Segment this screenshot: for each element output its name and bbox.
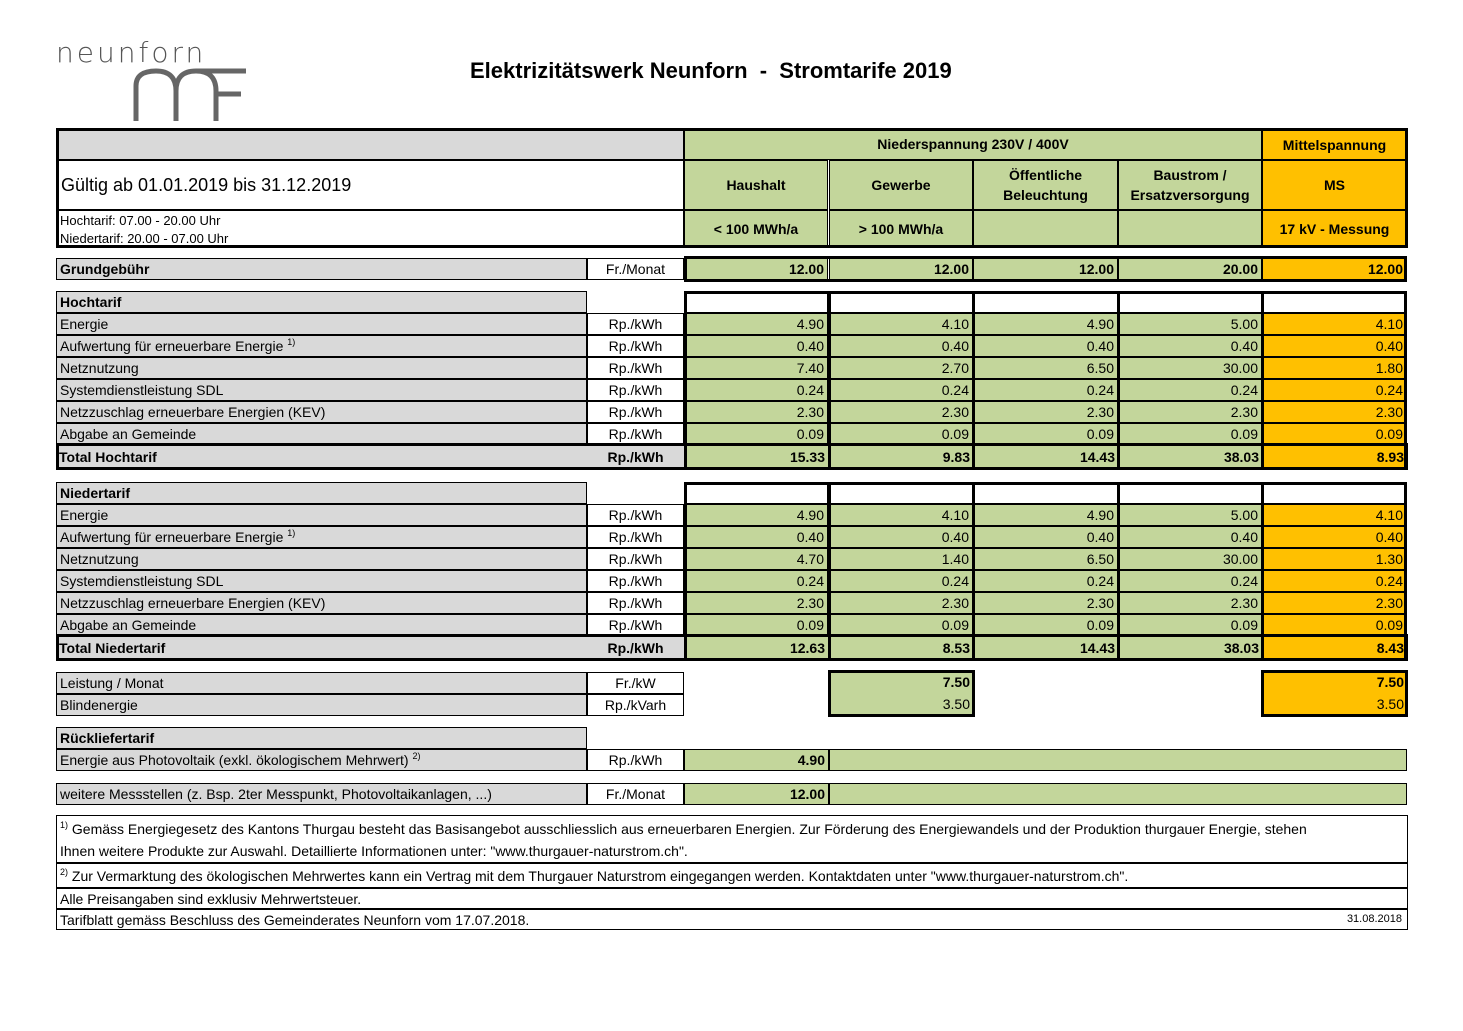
- column-divider: [1261, 482, 1264, 661]
- column-divider: [1117, 482, 1120, 661]
- row-label: Grundgebühr: [56, 258, 587, 280]
- blank-cell: [973, 291, 1118, 313]
- total-value: 9.83: [829, 445, 973, 469]
- column-header-haushalt: Haushalt: [684, 160, 828, 210]
- value-cell: 0.40: [1118, 526, 1262, 548]
- tariff-hours: [56, 210, 684, 248]
- value-cell: 4.90: [684, 504, 828, 526]
- column-divider: [828, 291, 831, 470]
- value-cell: 6.50: [973, 357, 1118, 379]
- row-label: Netzzuschlag erneuerbare Energien (KEV): [56, 401, 587, 423]
- footnote-1: [56, 815, 1408, 863]
- value-cell: 20.00: [1118, 258, 1262, 280]
- blank-cell: [973, 482, 1118, 504]
- blank-cell: [684, 291, 828, 313]
- header-mittelspannung: Mittelspannung: [1262, 128, 1407, 160]
- niedertarif-total-label: Total Niedertarif: [56, 636, 587, 660]
- value-cell: 7.50: [829, 672, 973, 694]
- value-cell: 0.24: [973, 570, 1118, 592]
- column-divider: [828, 482, 831, 661]
- value-cell: 4.10: [1262, 313, 1407, 335]
- footnote-ref: 1): [287, 528, 296, 538]
- value-cell: 0.24: [1262, 570, 1407, 592]
- footnote-2: [56, 863, 1408, 888]
- validity: Gültig ab 01.01.2019 bis 31.12.2019: [56, 160, 684, 210]
- row-unit: Rp./kWh: [587, 614, 684, 636]
- page-title: Elektrizitätswerk Neunforn - Stromtarife 2019: [470, 58, 952, 83]
- total-value: 14.43: [973, 445, 1118, 469]
- value-cell: 0.40: [973, 335, 1118, 357]
- value-cell: 0.09: [829, 423, 973, 445]
- row-unit: Rp./kWh: [587, 335, 684, 357]
- row-label: Systemdienstleistung SDL: [56, 570, 587, 592]
- row-unit: Rp./kWh: [587, 401, 684, 423]
- resolution-note: Tarifblatt gemäss Beschluss des Gemeinderates Neunforn vom 17.07.2018.: [56, 909, 1408, 930]
- value-cell: 12.00: [1262, 258, 1407, 280]
- value-cell: 0.40: [829, 526, 973, 548]
- value-cell: 2.30: [1262, 592, 1407, 614]
- niedertarif-total-unit: Rp./kWh: [587, 636, 684, 660]
- value-cell: 0.24: [829, 570, 973, 592]
- logo: [56, 36, 256, 126]
- column-divider: [1261, 291, 1264, 470]
- column-sub-1: > 100 MWh/a: [829, 210, 973, 248]
- row-label: Aufwertung für erneuerbare Energie $^{1)}$: [56, 335, 587, 357]
- column-sub-3: [1118, 210, 1262, 248]
- row-label: Energie: [56, 504, 587, 526]
- row-label: Netzzuschlag erneuerbare Energien (KEV): [56, 592, 587, 614]
- value-cell: 1.30: [1262, 548, 1407, 570]
- messstellen-label: weitere Messstellen (z. Bsp. 2ter Messpunkt, Photovoltaikanlagen, ...): [56, 783, 587, 805]
- value-cell: 2.30: [973, 592, 1118, 614]
- total-value: 12.63: [684, 636, 828, 660]
- value-cell: 3.50: [829, 694, 973, 716]
- value-cell: 3.50: [1262, 694, 1407, 716]
- value-cell: 2.30: [829, 401, 973, 423]
- row-label: Abgabe an Gemeinde: [56, 423, 587, 445]
- column-header-baustrom: Baustrom / Ersatzversorgung: [1118, 160, 1262, 210]
- footnote-2-text: Zur Vermarktung des ökologischen Mehrwertes kann ein Vertrag mit dem Thurgauer Naturstrom eingegangen werden. Kontaktdaten unter "www.thurgauer-naturstrom.ch".: [68, 868, 1129, 884]
- value-cell: 0.24: [1118, 570, 1262, 592]
- row-unit: Fr./Monat: [587, 258, 684, 280]
- value-cell: 12.00: [973, 258, 1118, 280]
- vat-note: Alle Preisangaben sind exklusiv Mehrwertsteuer.: [56, 888, 1408, 909]
- header-blank: [56, 128, 684, 160]
- blank-cell: [1118, 482, 1262, 504]
- hochtarif-total-unit: Rp./kWh: [587, 445, 684, 469]
- value-cell: 4.10: [829, 313, 973, 335]
- row-label: Energie: [56, 313, 587, 335]
- row-unit: Rp./kWh: [587, 548, 684, 570]
- document-date: 31.08.2018: [1346, 913, 1402, 925]
- column-header-beleuchtung: Öffentliche Beleuchtung: [973, 160, 1118, 210]
- green-fill: [829, 783, 1407, 805]
- row-unit: Rp./kWh: [587, 526, 684, 548]
- column-sub-4: 17 kV - Messung: [1262, 210, 1407, 248]
- blank-cell: [684, 482, 828, 504]
- column-sub-2: [973, 210, 1118, 248]
- total-value: 38.03: [1118, 445, 1262, 469]
- logo-mark-icon: [131, 66, 251, 126]
- value-cell: 2.30: [829, 592, 973, 614]
- niedertarif-heading: Niedertarif: [56, 482, 587, 504]
- value-cell: 2.30: [1118, 592, 1262, 614]
- column-divider: [972, 482, 975, 661]
- rueckliefer-label: Energie aus Photovoltaik (exkl. ökologischem Mehrwert) $^{2)}$: [56, 749, 587, 771]
- total-value: 14.43: [973, 636, 1118, 660]
- hochtarif-total-label: Total Hochtarif: [56, 445, 587, 469]
- tariff-hours-hochtarif: Hochtarif: 07.00 - 20.00 Uhr: [60, 213, 221, 228]
- value-cell: 2.30: [684, 401, 828, 423]
- green-fill: [829, 749, 1407, 771]
- value-cell: 6.50: [973, 548, 1118, 570]
- value-cell: 0.24: [1118, 379, 1262, 401]
- value-cell: 4.90: [973, 313, 1118, 335]
- value-cell: 0.40: [1118, 335, 1262, 357]
- rueckliefer-value: 4.90: [684, 749, 829, 771]
- total-value: 15.33: [684, 445, 828, 469]
- value-cell: 0.24: [684, 379, 828, 401]
- column-header-ms: MS: [1262, 160, 1407, 210]
- row-unit: Rp./kWh: [587, 504, 684, 526]
- value-cell: 0.40: [684, 526, 828, 548]
- value-cell: 0.24: [973, 379, 1118, 401]
- value-cell: 0.09: [1118, 423, 1262, 445]
- logo-text: neunforn: [56, 36, 207, 69]
- value-cell: 2.30: [973, 401, 1118, 423]
- value-cell: 4.90: [973, 504, 1118, 526]
- value-cell: 4.10: [1262, 504, 1407, 526]
- blank-cell: [1262, 291, 1407, 313]
- rueckliefer-heading: Rückliefertarif: [56, 727, 587, 749]
- header-niederspannung: Niederspannung 230V / 400V: [684, 128, 1262, 160]
- value-cell: 0.40: [684, 335, 828, 357]
- value-cell: 0.40: [973, 526, 1118, 548]
- value-cell: 5.00: [1118, 313, 1262, 335]
- row-unit: Rp./kWh: [587, 423, 684, 445]
- blank-cell: [829, 291, 973, 313]
- total-value: 38.03: [1118, 636, 1262, 660]
- value-cell: 0.09: [829, 614, 973, 636]
- value-cell: 0.24: [1262, 379, 1407, 401]
- value-cell: 0.09: [1262, 423, 1407, 445]
- value-cell: 4.10: [829, 504, 973, 526]
- footnote-ref: 2): [60, 867, 69, 877]
- column-divider: [1117, 291, 1120, 470]
- row-unit: Rp./kWh: [587, 357, 684, 379]
- value-cell: 0.09: [1262, 614, 1407, 636]
- value-cell: 7.50: [1262, 672, 1407, 694]
- row-unit: Fr./kW: [587, 672, 684, 694]
- total-value: 8.43: [1262, 636, 1407, 660]
- value-cell: 0.09: [1118, 614, 1262, 636]
- value-cell: 0.09: [684, 614, 828, 636]
- value-cell: 7.40: [684, 357, 828, 379]
- value-cell: 4.90: [684, 313, 828, 335]
- total-value: 8.93: [1262, 445, 1407, 469]
- value-cell: 0.40: [1262, 526, 1407, 548]
- value-cell: 0.24: [829, 379, 973, 401]
- column-divider: [972, 291, 975, 470]
- value-cell: 0.40: [1262, 335, 1407, 357]
- footnote-1-line2: Ihnen weitere Produkte zur Auswahl. Detaillierte Informationen unter: "www.thurgauer-naturstrom.ch".: [60, 843, 688, 859]
- tariff-hours-niedertarif: Niedertarif: 20.00 - 07.00 Uhr: [60, 231, 229, 246]
- value-cell: 2.70: [829, 357, 973, 379]
- row-label: Abgabe an Gemeinde: [56, 614, 587, 636]
- row-unit: Rp./kWh: [587, 592, 684, 614]
- row-unit: Rp./kWh: [587, 313, 684, 335]
- value-cell: 30.00: [1118, 357, 1262, 379]
- row-unit: Rp./kWh: [587, 379, 684, 401]
- total-value: 8.53: [829, 636, 973, 660]
- value-cell: 0.09: [973, 423, 1118, 445]
- row-unit: Rp./kWh: [587, 749, 684, 771]
- value-cell: 12.00: [684, 258, 828, 280]
- row-label: Netznutzung: [56, 548, 587, 570]
- row-label: Leistung / Monat: [56, 672, 587, 694]
- row-label: Blindenergie: [56, 694, 587, 716]
- row-unit: Rp./kVarh: [587, 694, 684, 716]
- hochtarif-heading: Hochtarif: [56, 291, 587, 313]
- value-cell: 4.70: [684, 548, 828, 570]
- value-cell: 2.30: [1118, 401, 1262, 423]
- row-unit: Rp./kWh: [587, 570, 684, 592]
- messstellen-value: 12.00: [684, 783, 829, 805]
- value-cell: 2.30: [1262, 401, 1407, 423]
- footnote-ref: 1): [60, 820, 69, 830]
- blank-cell: [829, 482, 973, 504]
- value-cell: 12.00: [829, 258, 973, 280]
- column-header-gewerbe: Gewerbe: [829, 160, 973, 210]
- column-sub-0: < 100 MWh/a: [684, 210, 828, 248]
- row-unit: Fr./Monat: [587, 783, 684, 805]
- row-label: Systemdienstleistung SDL: [56, 379, 587, 401]
- footnote-ref: 1): [287, 337, 296, 347]
- blank-cell: [1118, 291, 1262, 313]
- value-cell: 5.00: [1118, 504, 1262, 526]
- value-cell: 0.09: [973, 614, 1118, 636]
- blank-cell: [1262, 482, 1407, 504]
- row-label: Netznutzung: [56, 357, 587, 379]
- value-cell: 0.40: [829, 335, 973, 357]
- value-cell: 1.80: [1262, 357, 1407, 379]
- value-cell: 30.00: [1118, 548, 1262, 570]
- value-cell: 0.24: [684, 570, 828, 592]
- row-label: Aufwertung für erneuerbare Energie $^{1)}$: [56, 526, 587, 548]
- footnote-ref: 2): [412, 751, 421, 761]
- value-cell: 0.09: [684, 423, 828, 445]
- value-cell: 2.30: [684, 592, 828, 614]
- value-cell: 1.40: [829, 548, 973, 570]
- footnote-1-line1: Gemäss Energiegesetz des Kantons Thurgau besteht das Basisangebot ausschliesslich aus erneuerbaren Energien. Zur Förderung des Energiewandels und der Produktion thurgauer Energie, stehen: [68, 821, 1307, 837]
